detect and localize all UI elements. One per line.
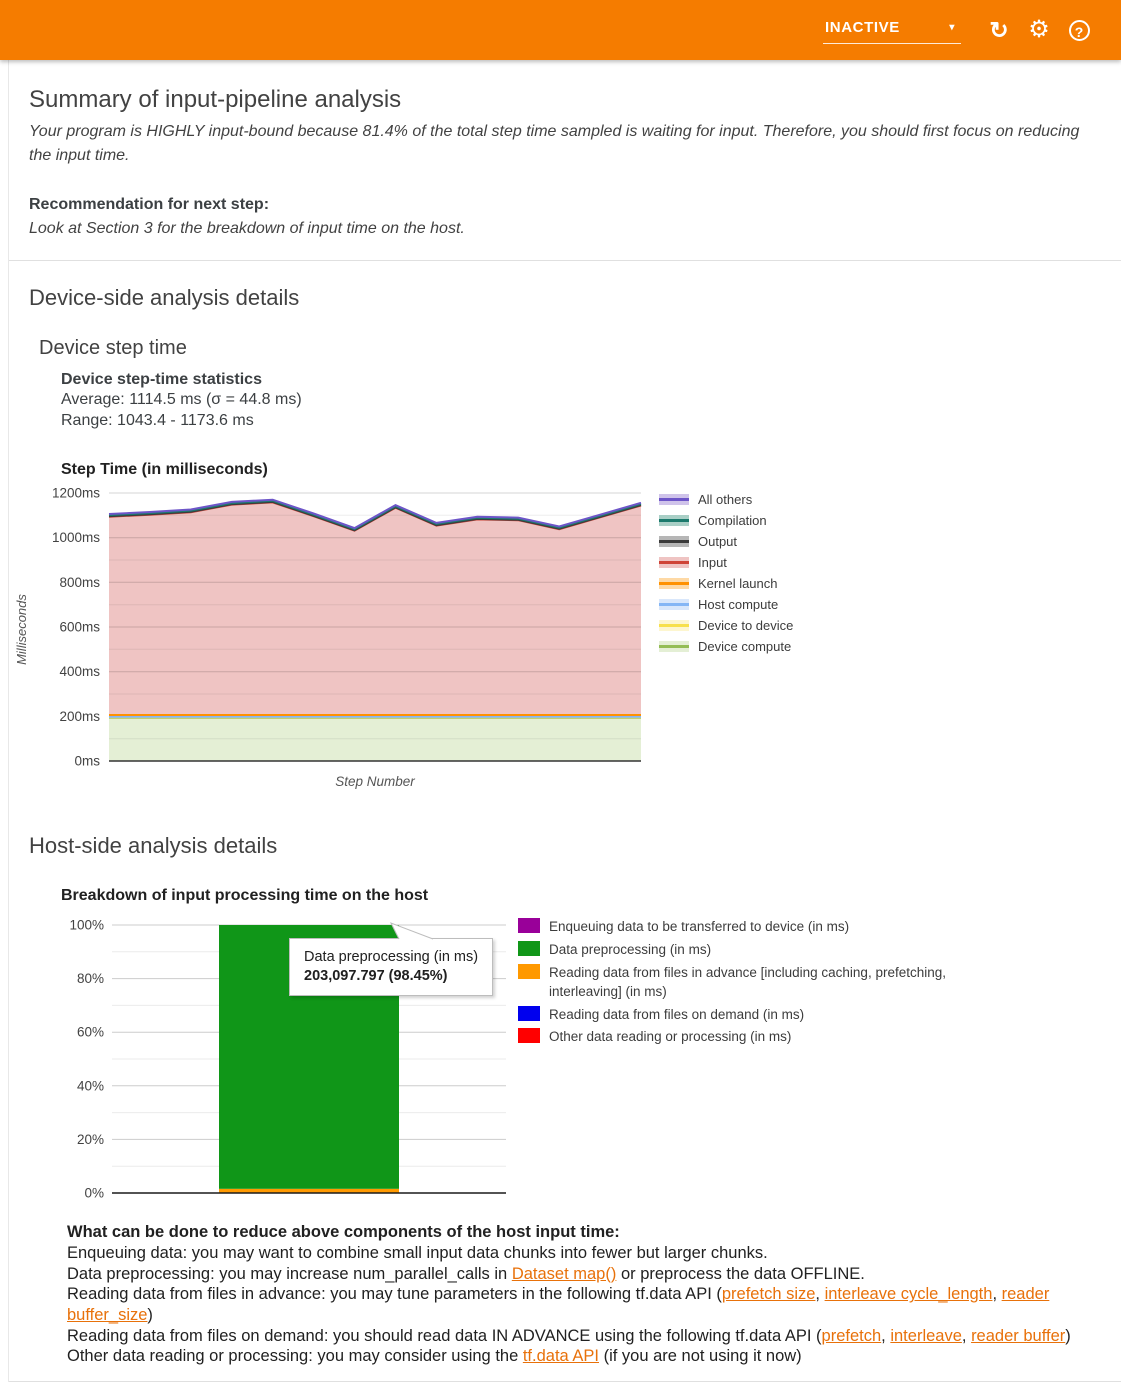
doc-link[interactable]: reader buffer_size (67, 1285, 1049, 1324)
legend-item (518, 940, 1118, 960)
device-step-stats (61, 370, 1121, 431)
legend-swatch (518, 1028, 540, 1043)
legend-swatch (659, 515, 689, 526)
y-axis-title (9, 487, 33, 772)
legend-label: Device compute (698, 639, 791, 654)
device-stats-average: Average: 1114.5 ms (σ = 44.8 ms) (61, 390, 1121, 410)
page-title: Summary of input-pipeline analysis (29, 86, 1097, 114)
advice-line: Reading data from files on demand: you should read data IN ADVANCE using the following tf.data API (prefetch, interleave, reader buffer) (67, 1326, 1107, 1347)
tooltip-series-name: Data preprocessing (in ms) (304, 949, 478, 965)
host-chart-title: Breakdown of input processing time on the host (61, 887, 1121, 905)
legend-swatch (659, 494, 689, 505)
advice-line: Reading data from files in advance: you may tune parameters in the following tf.data API (prefetch size, interleave cycle_length, reader buffer_size) (67, 1284, 1107, 1325)
host-advice (67, 1222, 1107, 1366)
legend-swatch (518, 1006, 540, 1021)
legend-item (659, 615, 793, 636)
y-tick-label: 800ms (59, 575, 100, 590)
legend-item (518, 963, 1118, 1002)
area-device-compute (109, 718, 641, 761)
doc-link[interactable]: prefetch size (722, 1285, 816, 1303)
y-tick-label: 80% (77, 972, 104, 987)
advice-line: Data preprocessing: you may increase num_parallel_calls in Dataset map() or preprocess the data OFFLINE. (67, 1264, 1107, 1285)
device-step-time-subtitle: Device step time (39, 337, 1121, 360)
y-tick-label: 0% (84, 1186, 104, 1201)
y-tick-label: 40% (77, 1079, 104, 1094)
legend-item (659, 573, 793, 594)
doc-link[interactable]: tf.data API (523, 1347, 599, 1365)
legend-item (659, 510, 793, 531)
y-tick-label: 200ms (59, 709, 100, 724)
legend-label: Other data reading or processing (in ms) (549, 1027, 791, 1047)
legend-swatch (518, 918, 540, 933)
advice-title: What can be done to reduce above components of the host input time: (67, 1222, 1107, 1243)
doc-link[interactable]: Dataset map() (512, 1265, 617, 1283)
y-tick-label: 100% (69, 918, 104, 933)
content-card (8, 60, 1121, 1382)
host-chart-legend (518, 917, 1118, 1206)
legend-swatch (518, 941, 540, 956)
legend-item (518, 917, 1118, 937)
legend-label: Reading data from files in advance [including caching, prefetching, interleaving] (in ms) (549, 963, 999, 1002)
step-time-chart[interactable] (33, 487, 651, 772)
legend-label: Host compute (698, 597, 778, 612)
y-tick-label: 1200ms (52, 487, 100, 501)
legend-item (659, 552, 793, 573)
y-tick-label: 60% (77, 1025, 104, 1040)
legend-label: Output (698, 534, 737, 549)
x-axis-title: Step Number (109, 774, 641, 789)
y-tick-label: 20% (77, 1132, 104, 1147)
y-axis-title-text: Milliseconds (14, 595, 29, 666)
y-tick-label: 600ms (59, 620, 100, 635)
doc-link[interactable]: prefetch (822, 1327, 882, 1345)
doc-link[interactable]: interleave cycle_length (825, 1285, 993, 1303)
device-stats-range: Range: 1043.4 - 1173.6 ms (61, 411, 1121, 431)
summary-section (9, 60, 1121, 261)
y-tick-label: 0ms (74, 754, 100, 768)
recommendation-text: Look at Section 3 for the breakdown of input time on the host. (29, 220, 1097, 238)
y-tick-label: 1000ms (52, 531, 100, 546)
legend-swatch (518, 964, 540, 979)
device-section (9, 261, 1121, 789)
legend-swatch (659, 557, 689, 568)
host-section (9, 833, 1121, 1366)
step-time-chart-area (9, 487, 1121, 772)
step-time-legend (659, 487, 793, 772)
doc-link[interactable]: reader buffer (971, 1327, 1065, 1345)
legend-label: Reading data from files on demand (in ms) (549, 1005, 804, 1025)
help-question-glyph: ? (1069, 20, 1090, 41)
legend-label: Data preprocessing (in ms) (549, 940, 711, 960)
device-stats-title: Device step-time statistics (61, 370, 1121, 390)
advice-lines (67, 1243, 1107, 1367)
advice-line: Other data reading or processing: you may consider using the tf.data API (if you are not using it now) (67, 1346, 1107, 1367)
doc-link[interactable]: interleave (890, 1327, 962, 1345)
chart-tooltip (289, 938, 493, 996)
legend-label: Kernel launch (698, 576, 778, 591)
step-time-chart-title: Step Time (in milliseconds) (61, 461, 1121, 479)
legend-item (659, 531, 793, 552)
advice-line: Enqueuing data: you may want to combine small input data chunks into fewer but larger chunks. (67, 1243, 1107, 1264)
chevron-down-icon: ▾ (949, 22, 957, 33)
run-status-select[interactable] (823, 17, 961, 44)
legend-item (659, 489, 793, 510)
gear-icon[interactable]: ⚙ (1019, 18, 1059, 42)
legend-label: All others (698, 492, 752, 507)
legend-label: Compilation (698, 513, 767, 528)
refresh-icon[interactable]: ↻ (979, 18, 1019, 42)
legend-swatch (659, 578, 689, 589)
legend-item (518, 1027, 1118, 1047)
recommendation-label: Recommendation for next step: (29, 196, 1097, 214)
legend-item (518, 1005, 1118, 1025)
legend-item (659, 594, 793, 615)
legend-swatch (659, 536, 689, 547)
area-input (109, 503, 641, 716)
legend-swatch (659, 599, 689, 610)
legend-swatch (659, 641, 689, 652)
run-status-value: INACTIVE (825, 19, 900, 36)
legend-item (659, 636, 793, 657)
summary-text: Your program is HIGHLY input-bound because 81.4% of the total step time sampled is waiting for input. Therefore, you should first focus on reducing the input time. (29, 120, 1097, 168)
legend-label: Enqueuing data to be transferred to device (in ms) (549, 917, 849, 937)
app-header (0, 0, 1121, 60)
device-section-title: Device-side analysis details (29, 285, 1121, 311)
help-icon[interactable] (1059, 20, 1099, 41)
legend-label: Device to device (698, 618, 793, 633)
y-tick-label: 400ms (59, 665, 100, 680)
legend-label: Input (698, 555, 727, 570)
legend-swatch (659, 620, 689, 631)
step-time-chart-svg (33, 487, 651, 767)
tooltip-callout (375, 922, 439, 942)
host-chart-area (67, 917, 1121, 1206)
host-section-title: Host-side analysis details (29, 833, 1121, 859)
tooltip-value: 203,097.797 (98.45%) (304, 968, 478, 984)
